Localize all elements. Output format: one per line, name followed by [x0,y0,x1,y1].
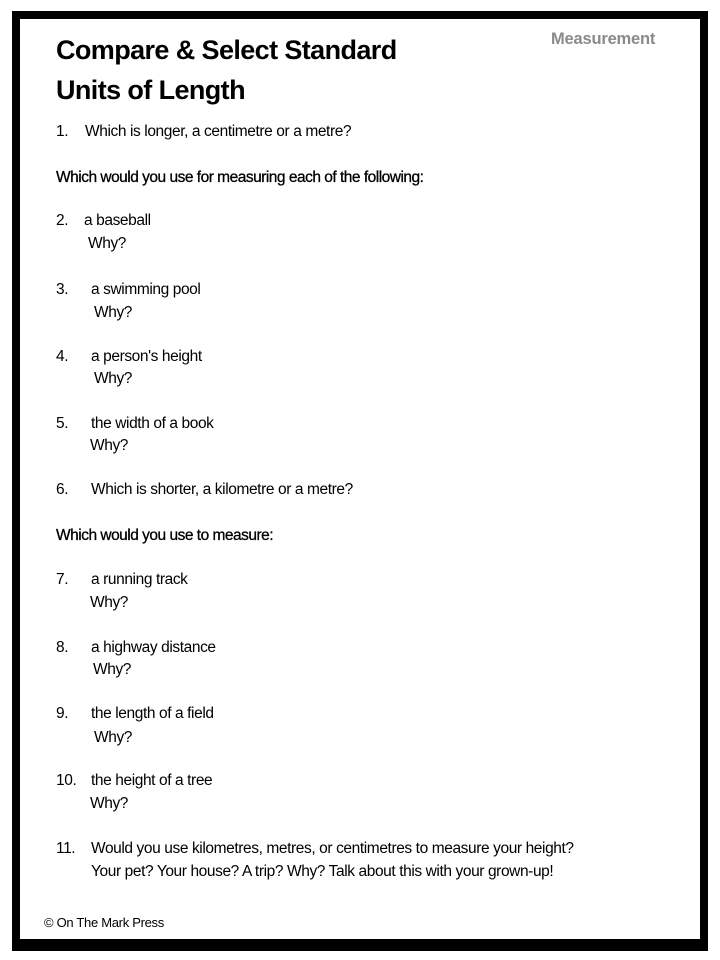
why-prompt: Why? [88,235,127,252]
question-text: a baseball [84,212,151,229]
question-text: a running track [91,571,188,588]
question-number: 6. [56,481,69,498]
question-text: Would you use kilometres, metres, or centimetres to measure your height? [91,840,574,857]
copyright-footer: © On The Mark Press [44,915,164,930]
question-text: a person's height [91,348,202,365]
why-prompt: Why? [90,594,129,611]
question-number: 4. [56,348,69,365]
question-number: 5. [56,415,69,432]
question-text-continued: Your pet? Your house? A trip? Why? Talk about this with your grown-up! [91,863,554,880]
why-prompt: Why? [93,661,132,678]
question-text: Which is longer, a centimetre or a metre? [85,123,352,140]
why-prompt: Why? [90,795,129,812]
question-text: the length of a field [91,705,214,722]
question-number: 1. [56,123,69,140]
title-line-2: Units of Length [56,75,245,105]
why-prompt: Why? [94,729,133,746]
question-number: 11. [56,840,76,857]
question-number: 10. [56,772,77,789]
question-text: a highway distance [91,639,216,656]
question-number: 7. [56,571,69,588]
title-line-1: Compare & Select Standard [56,35,397,65]
instruction-heading: Which would you use to measure: [56,527,274,544]
question-number: 3. [56,281,69,298]
why-prompt: Why? [94,304,133,321]
topic-label: Measurement [551,30,656,48]
why-prompt: Why? [94,370,133,387]
question-text: Which is shorter, a kilometre or a metre? [91,481,353,498]
question-number: 8. [56,639,69,656]
question-text: a swimming pool [91,281,201,298]
question-number: 2. [56,212,69,229]
question-text: the width of a book [91,415,214,432]
why-prompt: Why? [90,437,129,454]
question-text: the height of a tree [91,772,213,789]
instruction-heading: Which would you use for measuring each of the following: [56,169,424,186]
question-number: 9. [56,705,69,722]
